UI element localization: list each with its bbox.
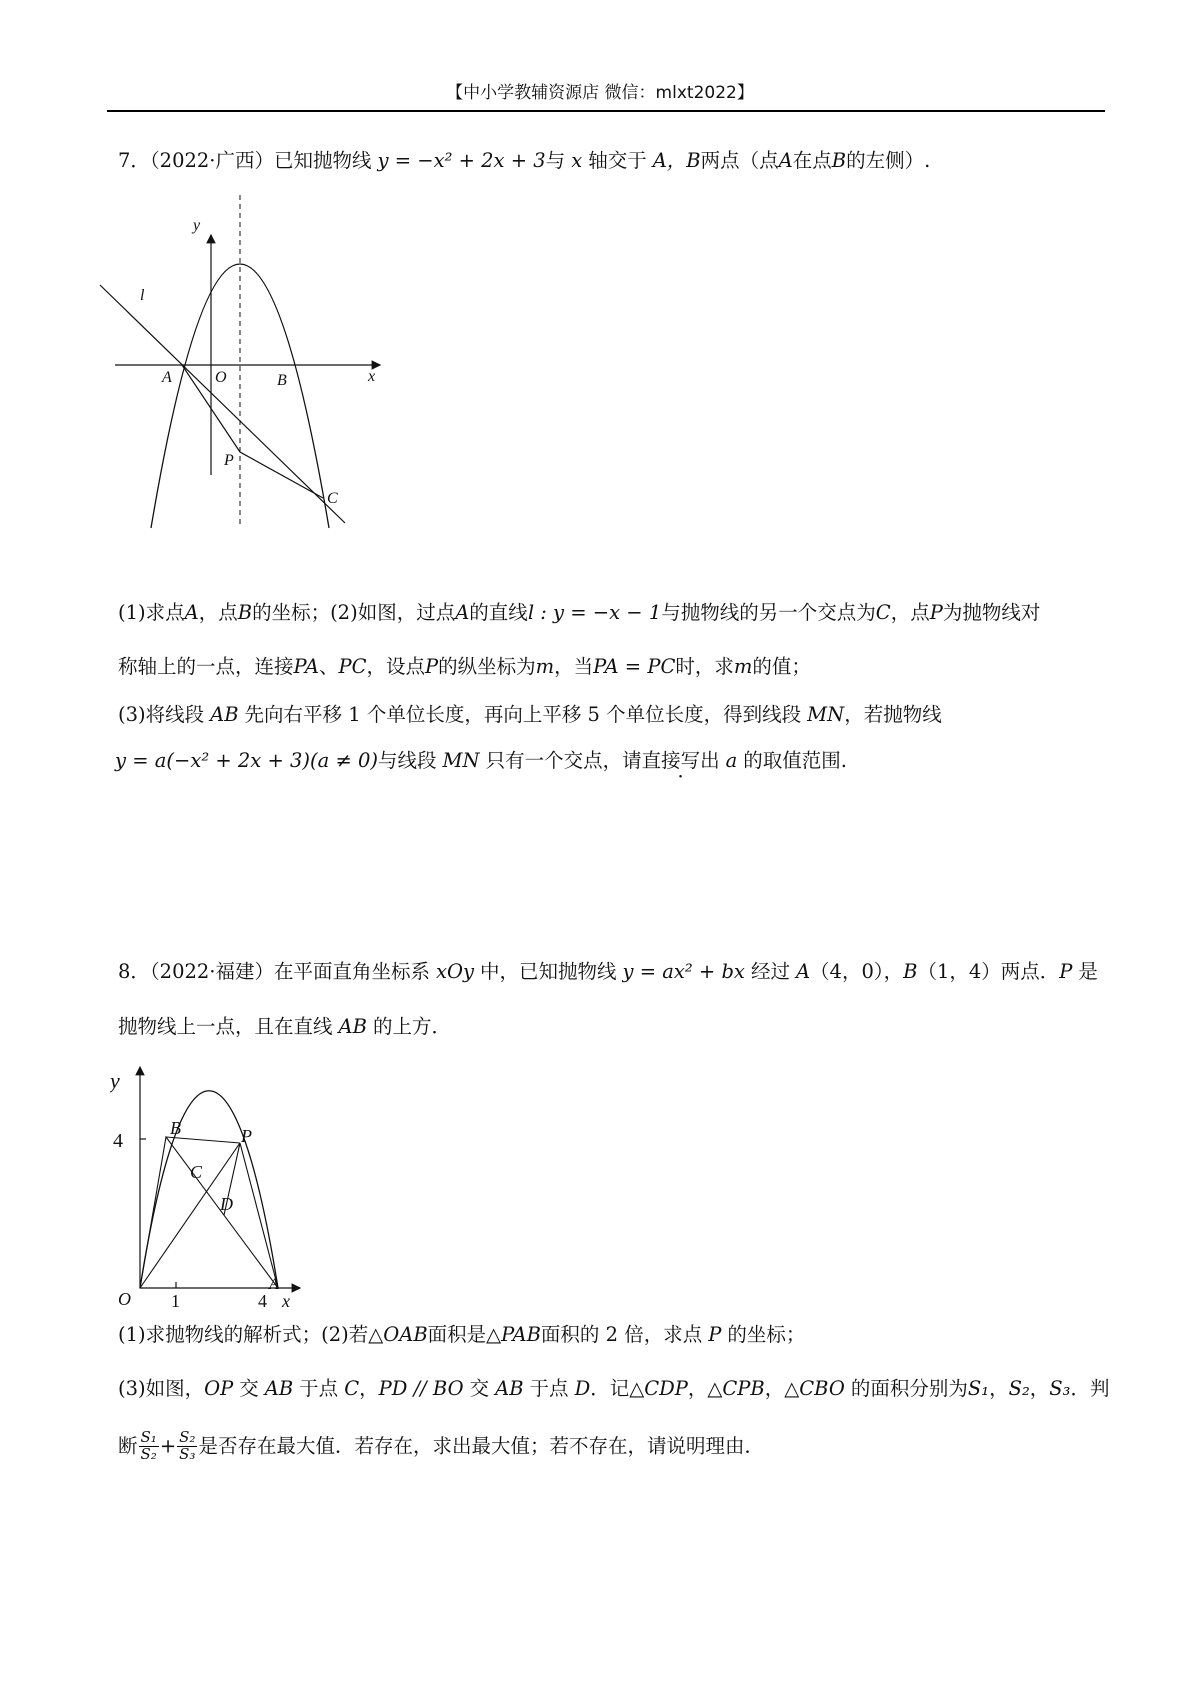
q7-var: A xyxy=(778,149,793,172)
q7-text: ，若抛物线 xyxy=(844,703,942,726)
q8-var: D xyxy=(574,1377,591,1400)
page-header: 【中小学教辅资源店 微信：mlxt2022】 xyxy=(446,83,754,103)
q8-plus: + xyxy=(159,1434,177,1458)
q7-var: a xyxy=(725,749,738,772)
q7-text: 先向右平移 1 个单位长度，再向上平移 5 个单位长度，得到线段 xyxy=(244,703,802,726)
q8-text: ， xyxy=(359,1377,379,1400)
q8-text: ，△ xyxy=(687,1377,723,1400)
q7-text: ，点 xyxy=(198,601,238,624)
q7-var: MN xyxy=(807,703,845,726)
q8-var: CDP xyxy=(644,1377,688,1400)
q7-var: A xyxy=(184,601,199,624)
q7-label-a: A xyxy=(162,369,172,386)
q7-var: PA = PC xyxy=(593,655,676,678)
q8-figure xyxy=(110,1055,330,1315)
q7-text: ，点 xyxy=(890,601,930,624)
q8-text: (1)求抛物线的解析式；(2)若△ xyxy=(118,1323,384,1346)
q7-var: AB xyxy=(210,703,239,726)
q8-label-p: P xyxy=(241,1126,252,1146)
q7-text: ，设点 xyxy=(366,655,426,678)
q8-text: ， xyxy=(1029,1377,1050,1400)
q7-text: 两点（点 xyxy=(700,149,779,172)
q8-var: CPB xyxy=(722,1377,765,1400)
q7-figure xyxy=(95,190,395,535)
q8-var: AB xyxy=(495,1377,524,1400)
q7-var: P xyxy=(929,601,943,624)
q8-text: 的上方． xyxy=(372,1015,451,1038)
q8-text: 是否存在最大值．若存在，求出最大值；若不存在，请说明理由． xyxy=(198,1434,764,1458)
q8-part3 xyxy=(118,1430,764,1463)
q8-label-d: D xyxy=(220,1194,233,1214)
q7-text: 只有一个交点，请 xyxy=(485,749,642,772)
q8-label-4x: 4 xyxy=(258,1291,267,1311)
q8-text: 面积是△ xyxy=(427,1323,502,1346)
q8-text: 中，已知抛物线 xyxy=(480,960,617,983)
q7-equation-a: y = a(−x² + 2x + 3)(a ≠ 0) xyxy=(115,749,379,772)
q8-label-y: y xyxy=(110,1068,120,1093)
q7-var: PC xyxy=(338,655,367,678)
q8-var: C xyxy=(344,1377,360,1400)
q8-var: AB xyxy=(264,1377,294,1400)
q8-text: 交 xyxy=(239,1377,259,1400)
q8-var: S₃ xyxy=(1049,1377,1071,1400)
q8-fraction-num: S₂ xyxy=(179,1428,196,1446)
q7-part1 xyxy=(118,603,1040,623)
q8-statement-cont xyxy=(118,1017,451,1037)
q8-label-b: B xyxy=(170,1118,181,1138)
q8-var: CBO xyxy=(799,1377,845,1400)
q8-text: ．记△ xyxy=(590,1377,645,1400)
q7-label-l: l xyxy=(140,287,145,304)
q8-text: ，△ xyxy=(764,1377,800,1400)
q8-text: 8．（2022·福建）在平面直角坐标系 xyxy=(118,960,430,983)
q7-var: m xyxy=(535,655,555,678)
q7-text: 称轴上的一点，连接 xyxy=(118,655,294,678)
q8-text: (3)如图， xyxy=(118,1377,205,1400)
q8-text: 的面积分别为 xyxy=(850,1377,968,1400)
q7-label-x: x xyxy=(368,368,376,385)
q8-label-1: 1 xyxy=(171,1291,180,1311)
q8-var: PAB xyxy=(501,1323,541,1346)
q8-fraction-2 xyxy=(177,1430,197,1463)
q8-var: AB xyxy=(338,1015,367,1038)
q8-text: ， xyxy=(989,1377,1009,1400)
q8-var: A xyxy=(795,960,811,983)
q8-fraction-den: S₂ xyxy=(140,1444,157,1463)
q8-var: PD // BO xyxy=(378,1377,464,1400)
q7-line-equation: l : y = −x − 1 xyxy=(527,601,662,624)
q8-equation: y = ax² + bx xyxy=(622,960,745,983)
q7-label-c: C xyxy=(327,490,338,507)
q8-text: （4，0）， xyxy=(810,960,904,983)
q8-label-4y: 4 xyxy=(113,1130,123,1152)
q8-part2 xyxy=(118,1379,1110,1399)
q8-text: （1，4）两点． xyxy=(917,960,1060,983)
q7-emphasis: 直接写出 xyxy=(641,749,720,772)
q8-label-a: A xyxy=(269,1276,279,1293)
q7-text: (3)将线段 xyxy=(118,703,205,726)
q7-part3 xyxy=(118,705,942,725)
q8-part1 xyxy=(118,1325,805,1345)
q8-var: xOy xyxy=(435,960,474,983)
q7-statement xyxy=(118,151,930,171)
q8-var: S₂ xyxy=(1008,1377,1030,1400)
header-rule xyxy=(107,110,1105,112)
q8-var: P xyxy=(1059,960,1073,983)
q8-fraction-num: S₁ xyxy=(140,1428,157,1446)
q7-label: 7．（2022·广西）已知抛物线 xyxy=(118,149,372,172)
q8-var: B xyxy=(903,960,918,983)
q8-text: 面积的 2 倍，求点 xyxy=(540,1323,703,1346)
q8-var: P xyxy=(708,1323,722,1346)
q8-text: ．判 xyxy=(1070,1377,1110,1400)
q8-label-o: O xyxy=(118,1289,131,1309)
q7-label-b: B xyxy=(277,372,287,389)
q7-text: 为抛物线对 xyxy=(942,601,1041,624)
q7-text: ，当 xyxy=(554,655,594,678)
q8-text: 断 xyxy=(118,1434,138,1458)
q7-var: P xyxy=(425,655,439,678)
q7-text: 的取值范围. xyxy=(743,749,847,772)
q7-text: 与 xyxy=(545,149,566,172)
q7-label-p: P xyxy=(224,452,234,469)
q7-line-l xyxy=(100,285,345,523)
q7-label-o: O xyxy=(215,369,227,386)
q7-text: 在点 xyxy=(792,149,832,172)
q8-var: OP xyxy=(204,1377,234,1400)
q8-text: 于点 xyxy=(299,1377,339,1400)
q7-var: C xyxy=(875,601,891,624)
q8-var: OAB xyxy=(383,1323,428,1346)
q7-text: 与抛物线的另一个交点为 xyxy=(661,601,876,624)
q8-text: 抛物线上一点，且在直线 xyxy=(118,1015,333,1038)
q7-var: MN xyxy=(442,749,480,772)
q8-segment-pa xyxy=(240,1143,278,1288)
q8-triangle-oab xyxy=(140,1137,278,1288)
q7-var: A xyxy=(455,601,470,624)
q7-var: PA xyxy=(293,655,319,678)
q8-statement xyxy=(118,962,1098,982)
q7-text: (1)求点 xyxy=(118,601,185,624)
q7-text: 、 xyxy=(318,655,339,678)
q8-var: S₁ xyxy=(967,1377,990,1400)
q8-label-c: C xyxy=(190,1162,203,1182)
q7-text: 的左侧）. xyxy=(846,149,931,172)
q8-text: 是 xyxy=(1078,960,1098,983)
q7-text: 时，求 xyxy=(675,655,734,678)
q7-text: 的值； xyxy=(752,655,811,678)
q7-equation: y = −x² + 2x + 3 xyxy=(377,149,546,172)
q7-text: 的坐标；(2)如图，过点 xyxy=(252,601,456,624)
q7-var: B xyxy=(831,149,847,172)
q8-text: 的坐标； xyxy=(727,1323,806,1346)
q8-fraction-den: S₃ xyxy=(179,1444,196,1463)
q8-text: 交 xyxy=(469,1377,490,1400)
q7-label-y: y xyxy=(193,217,201,234)
q8-text: 于点 xyxy=(529,1377,569,1400)
q7-text: 与线段 xyxy=(378,749,437,772)
q8-text: 经过 xyxy=(750,960,790,983)
q7-text: 的直线 xyxy=(469,601,528,624)
q8-fraction-1 xyxy=(139,1430,159,1463)
q7-var: x xyxy=(571,149,583,172)
q7-text: 的纵坐标为 xyxy=(438,655,536,678)
q7-var: m xyxy=(733,655,753,678)
q7-text: 轴交于 xyxy=(588,149,647,172)
q8-label-x: x xyxy=(282,1291,290,1311)
q7-var: A，B xyxy=(652,149,701,172)
q7-var: B xyxy=(237,601,253,624)
q7-part2 xyxy=(118,657,811,677)
q7-part3-cont xyxy=(115,751,847,771)
